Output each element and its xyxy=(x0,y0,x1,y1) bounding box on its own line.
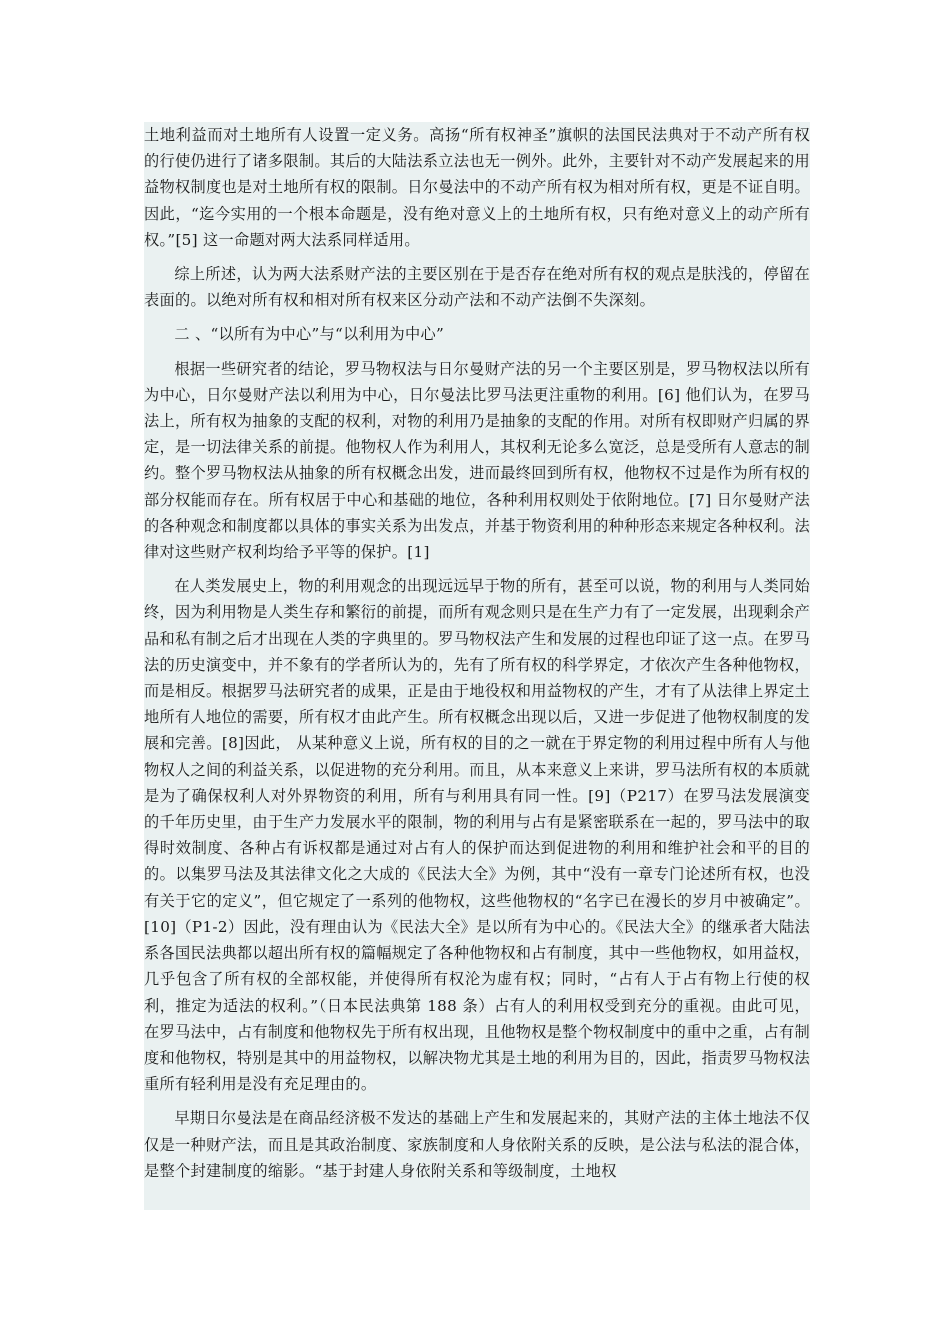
paragraph-history: 在人类发展史上，物的利用观念的出现远远早于物的所有，甚至可以说，物的利用与人类同始终，因为利用物是人类生存和繁衍的前提，而所有观念则只是在生产力有了一定发展，出现剩余产品和私有制之后才出现在人类的字典里的。罗马物权法产生和发展的过程也印证了这一点。在罗马法的历史演变中，并不象有的学者所认为的，先有了所有权的科学界定，才依次产生各种他物权，而是相反。根据罗马法研究者的成果，正是由于地役权和用益物权的产生，才有了从法律上界定土地所有人地位的需要，所有权才由此产生。所有权概念出现以后，又进一步促进了他物权制度的发展和完善。[8]因此， 从某种意义上说，所有权的目的之一就在于界定物的利用过程中所有人与他物权人之间的利益关系，以促进物的充分利用。而且，从本来意义上来讲，罗马法所有权的本质就是为了确保权利人对外界物资的利用，所有与利用具有同一性。[9]（P217）在罗马法发展演变的千年历史里，由于生产力发展水平的限制，物的利用与占有是紧密联系在一起的，罗马法中的取得时效制度、各种占有诉权都是通过对占有人的保护而达到促进物的利用和维护社会和平的目的的。以集罗马法及其法律文化之大成的《民法大全》为例，其中“没有一章专门论述所有权，也没有关于它的定义”，但它规定了一系列的他物权，这些他物权的“名字已在漫长的岁月中被确定”。 [10]（P1-2）因此，没有理由认为《民法大全》是以所有为中心的。《民法大全》的继承者大陆法系各国民法典都以超出所有权的篇幅规定了各种他物权和占有制度，其中一些他物权，如用益权，几乎包含了所有权的全部权能，并使得所有权沦为虚有权；同时，“占有人于占有物上行使的权利，推定为适法的权利。”（日本民法典第 188 条）占有人的利用权受到充分的重视。由此可见，在罗马法中，占有制度和他物权先于所有权出现，且他物权是整个物权制度中的重中之重，占有制度和他物权，特别是其中的用益物权，以解决物尤其是土地的利用为目的，因此，指责罗马物权法重所有轻利用是没有充足理由的。 xyxy=(144,577,810,1094)
paragraph-germanic-law: 早期日尔曼法是在商品经济极不发达的基础上产生和发展起来的，其财产法的主体土地法不仅仅是一种财产法，而且是其政治制度、家族制度和人身依附关系的反映，是公法与私法的混合体，是整个封建制度的缩影。“基于封建人身依附关系和等级制度，土地权 xyxy=(144,1109,810,1180)
paragraph-researchers: 根据一些研究者的结论，罗马物权法与日尔曼财产法的另一个主要区别是，罗马物权法以所有为中心，日尔曼财产法以利用为中心，日尔曼法比罗马法更注重物的利用。[6] 他们认为，在罗马法上，所有权为抽象的支配的权利，对物的利用乃是抽象的支配的作用。对所有权即财产归属的界定，是一切法律关系的前提。他物权人作为利用人，其权利无论多么宽泛，总是受所有人意志的制约。整个罗马物权法从抽象的所有权概念出发，进而最终回到所有权，他物权不过是作为所有权的部分权能而存在。所有权居于中心和基础的地位，各种利用权则处于依附地位。[7] 日尔曼财产法的各种观念和制度都以具体的事实关系为出发点，并基于物资利用的种种形态来规定各种权利。法律对这些财产权利均给予平等的保护。[1] xyxy=(144,359,810,562)
paragraph-summary: 综上所述，认为两大法系财产法的主要区别在于是否存在绝对所有权的观点是肤浅的，停留在表面的。以绝对所有权和相对所有权来区分动产法和不动产法倒不失深刻。 xyxy=(144,265,810,310)
document-page xyxy=(144,122,810,1210)
section-heading: 二 、“以所有为中心”与“以利用为中心” xyxy=(174,325,445,344)
paragraph-continuation: 土地利益而对土地所有人设置一定义务。高扬“所有权神圣”旗帜的法国民法典对于不动产所有权的行使仍进行了诸多限制。其后的大陆法系立法也无一例外。此外，主要针对不动产发展起来的用益物权制度也是对土地所有权的限制。日尔曼法中的不动产所有权为相对所有权，更是不证自明。因此，“迄今实用的一个根本命题是，没有绝对意义上的土地所有权，只有绝对意义上的动产所有权。”[5] 这一命题对两大法系同样适用。 xyxy=(144,126,810,249)
